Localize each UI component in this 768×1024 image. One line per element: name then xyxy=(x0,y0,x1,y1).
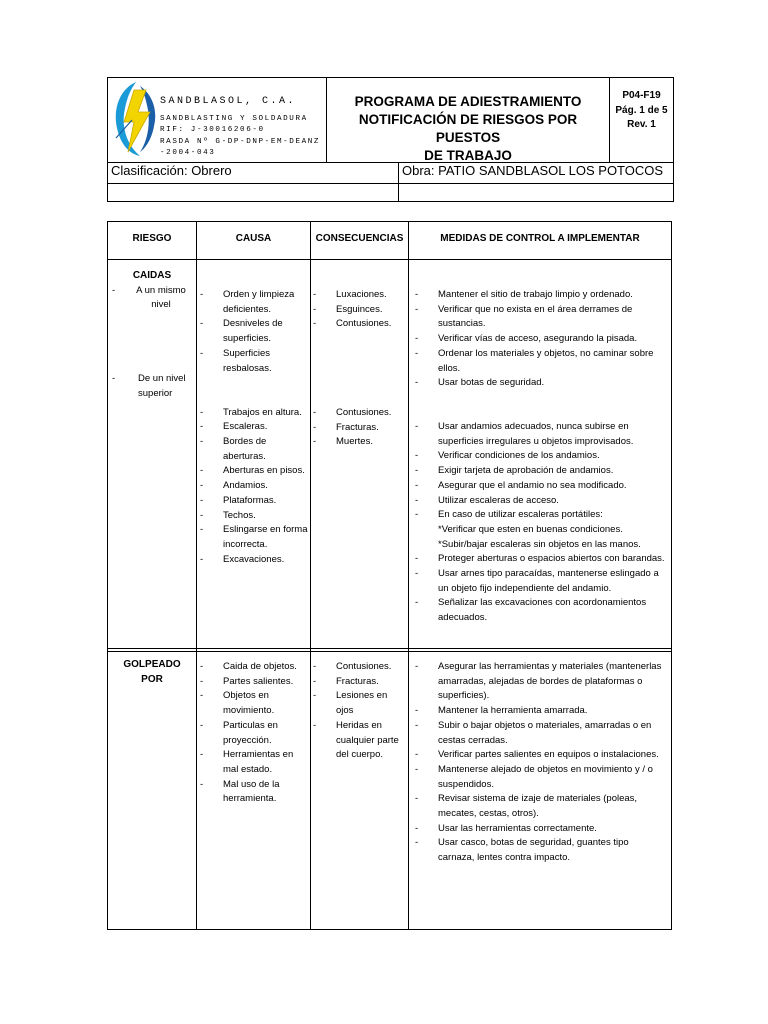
list-item: - Usar casco, botas de seguridad, guantes tipo carnaza, lentes contra impacto. xyxy=(415,836,667,865)
company-line: RASDA Nº G-DP-DNP-EM-DEANZ xyxy=(160,137,321,146)
list-item: - Lesiones en ojos xyxy=(313,689,407,718)
list-item: - Exigir tarjeta de aprobación de andamios. xyxy=(415,464,667,479)
col-header-medidas: MEDIDAS DE CONTROL A IMPLEMENTAR xyxy=(440,233,640,244)
list-item: - Revisar sistema de izaje de materiales (poleas, mecates, cestas, otros). xyxy=(415,792,667,821)
list-item: - Techos. xyxy=(200,509,308,524)
list-item: - Herramientas en mal estado. xyxy=(200,748,308,777)
medidas-cell xyxy=(415,288,667,391)
lightning-bolt-logo-icon xyxy=(110,80,162,160)
list-item: - Verificar condiciones de los andamios. xyxy=(415,449,667,464)
list-item: - Particulas en proyección. xyxy=(200,719,308,748)
list-item: - Andamios. xyxy=(200,479,308,494)
list-item: - Ordenar los materiales y objetos, no caminar sobre ellos. xyxy=(415,347,667,376)
riesgo-subtype: - A un mismo nivel xyxy=(112,284,186,311)
causa-cell xyxy=(200,288,308,567)
document-code-block xyxy=(610,89,673,133)
list-item: - Verificar que no exista en el área derrames de sustancias. xyxy=(415,303,667,332)
list-item: - Contusiones. xyxy=(313,406,407,421)
list-item: - Usar andamios adecuados, nunca subirse en superficies irregulares u objetos improvisados. xyxy=(415,420,667,449)
list-item: - Fracturas. xyxy=(313,421,407,436)
title-line: DE TRABAJO xyxy=(424,148,512,163)
list-item: - Mantener la herramienta amarrada. xyxy=(415,704,667,719)
revision: Rev. 1 xyxy=(627,119,656,130)
list-item: - Mal uso de la herramienta. xyxy=(200,778,308,807)
list-item: - Trabajos en altura. xyxy=(200,406,308,421)
riesgo-title: CAIDAS xyxy=(132,270,172,281)
consecuencias-cell xyxy=(313,660,407,763)
list-item: - Eslingarse en forma incorrecta. xyxy=(200,523,308,552)
list-item: - Asegurar que el andamio no sea modificado. xyxy=(415,479,667,494)
list-item: - Superficies resbalosas. xyxy=(200,347,308,376)
list-item: - Luxaciones. xyxy=(313,288,407,303)
list-item: - Caida de objetos. xyxy=(200,660,308,675)
riesgo-title: GOLPEADO POR xyxy=(123,659,181,685)
list-item: - Plataformas. xyxy=(200,494,308,509)
list-item: - Muertes. xyxy=(313,435,407,450)
list-item: - Fracturas. xyxy=(313,675,407,690)
list-item: - Usar las herramientas correctamente. xyxy=(415,822,667,837)
col-header-consecuencias: CONSECUENCIAS xyxy=(315,233,404,244)
title-line: NOTIFICACIÓN DE RIESGOS POR PUESTOS xyxy=(358,112,578,145)
list-item: - Contusiones. xyxy=(313,660,407,675)
consecuencias-cell xyxy=(313,288,407,332)
riesgo-subtype: - De un nivel superior xyxy=(112,373,186,399)
list-item: - Objetos en movimiento. xyxy=(200,689,308,718)
company-line: -2004-043 xyxy=(160,148,216,157)
list-item: - Asegurar las herramientas y materiales (mantenerlas amarradas, alejadas de bordes de plataformas o superficies). xyxy=(415,660,667,704)
list-item: - Verificar partes salientes en equipos o instalaciones. xyxy=(415,748,667,763)
page-number: Pág. 1 de 5 xyxy=(615,104,668,116)
obra: Obra: PATIO SANDBLASOL LOS POTOCOS xyxy=(402,163,664,178)
list-item: - Esguinces. xyxy=(313,303,407,318)
list-item: - Escaleras. xyxy=(200,420,308,435)
list-item: - Contusiones. xyxy=(313,317,407,332)
consecuencias-cell xyxy=(313,406,407,450)
col-header-riesgo: RIESGO xyxy=(132,233,172,244)
list-item: - Aberturas en pisos. xyxy=(200,464,308,479)
classification: Clasificación: Obrero xyxy=(111,163,232,178)
medidas-cell xyxy=(415,420,667,626)
list-item: - Usar botas de seguridad. xyxy=(415,376,667,391)
list-item: - Desniveles de superficies. xyxy=(200,317,308,346)
document-title xyxy=(327,93,609,165)
medidas-cell xyxy=(415,660,667,866)
list-item: - Señalizar las excavaciones con acordonamientos adecuados. xyxy=(415,596,667,625)
list-item: - En caso de utilizar escaleras portátiles: *Verificar que esten en buenas condiciones. *Subir/bajar escaleras sin objetos en las manos. xyxy=(415,508,667,552)
list-item: - Usar arnes tipo paracaídas, mantenerse eslingado a un objeto fijo independiente del andamio. xyxy=(415,567,667,596)
list-item: - Mantener el sitio de trabajo limpio y ordenado. xyxy=(415,288,667,303)
list-item: - Heridas en cualquier parte del cuerpo. xyxy=(313,719,407,763)
list-item: - Utilizar escaleras de acceso. xyxy=(415,494,667,509)
list-item: - Subir o bajar objetos o materiales, amarradas o en cestas cerradas. xyxy=(415,719,667,748)
col-header-causa: CAUSA xyxy=(235,233,272,244)
list-item: - Verificar vías de acceso, asegurando la pisada. xyxy=(415,332,667,347)
list-item: - Mantenerse alejado de objetos en movimiento y / o suspendidos. xyxy=(415,763,667,792)
list-item: - Excavaciones. xyxy=(200,553,308,568)
causa-cell xyxy=(200,660,308,807)
company-name: SANDBLASOL, C.A. xyxy=(160,96,297,107)
document-code: P04-F19 xyxy=(622,90,661,101)
list-item: - Proteger aberturas o espacios abiertos con barandas. xyxy=(415,552,667,567)
company-line: RIF: J-30016206-0 xyxy=(160,126,265,135)
company-line: SANDBLASTING Y SOLDADURA xyxy=(160,115,308,123)
list-item: - Orden y limpieza deficientes. xyxy=(200,288,308,317)
list-item: - Partes salientes. xyxy=(200,675,308,690)
title-line: PROGRAMA DE ADIESTRAMIENTO xyxy=(354,94,582,109)
list-item: - Bordes de aberturas. xyxy=(200,435,308,464)
riesgo-cell xyxy=(110,269,194,402)
company-info xyxy=(160,114,326,159)
